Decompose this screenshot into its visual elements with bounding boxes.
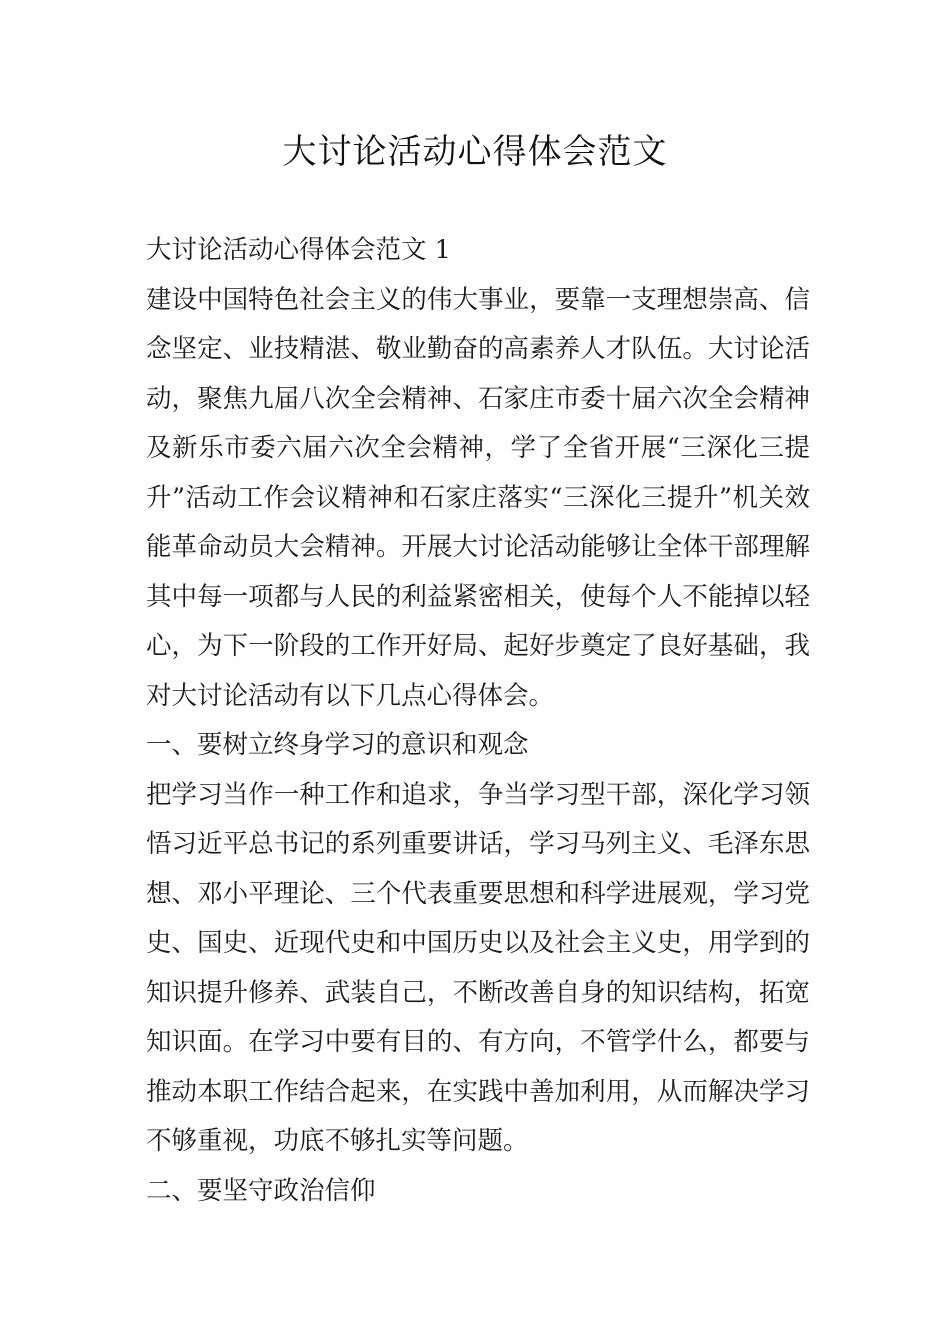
- document-title: 大讨论活动心得体会范文: [282, 132, 668, 172]
- heading-political-belief: 二、要坚守政治信仰: [146, 1175, 376, 1206]
- section-subtitle: 大讨论活动心得体会范文 1: [146, 235, 451, 265]
- document-body: [146, 226, 810, 1216]
- heading-lifelong-learning: 一、要树立终身学习的意识和观念: [146, 730, 529, 760]
- paragraph-intro: 建设中国特色社会主义的伟大事业，要靠一支理想崇高、信念坚定、业技精湛、敬业勤奋的高素养人才队伍。大讨论活动，聚焦九届八次全会精神、石家庄市委十届六次全会精神及新乐市委六届六次全会精神，学了全省开展“三深化三提升”活动工作会议精神和石家庄落实“三深化三提升”机关效能革命动员大会精神。开展大讨论活动能够让全体干部理解其中每一项都与人民的利益紧密相关，使每个人不能掉以轻心，为下一阶段的工作开好局、起好步奠定了良好基础，我对大讨论活动有以下几点心得体会。: [146, 284, 810, 711]
- paragraph-learning: 把学习当作一种工作和追求，争当学习型干部，深化学习领悟习近平总书记的系列重要讲话，学习马列主义、毛泽东思想、邓小平理论、三个代表重要思想和科学进展观，学习党史、国史、近现代史和中国历史以及社会主义史，用学到的知识提升修养、武装自己，不断改善自身的知识结构，拓宽知识面。在学习中要有目的、有方向，不管学什么，都要与推动本职工作结合起来，在实践中善加利用，从而解决学习不够重视，功底不够扎实等问题。: [146, 779, 810, 1156]
